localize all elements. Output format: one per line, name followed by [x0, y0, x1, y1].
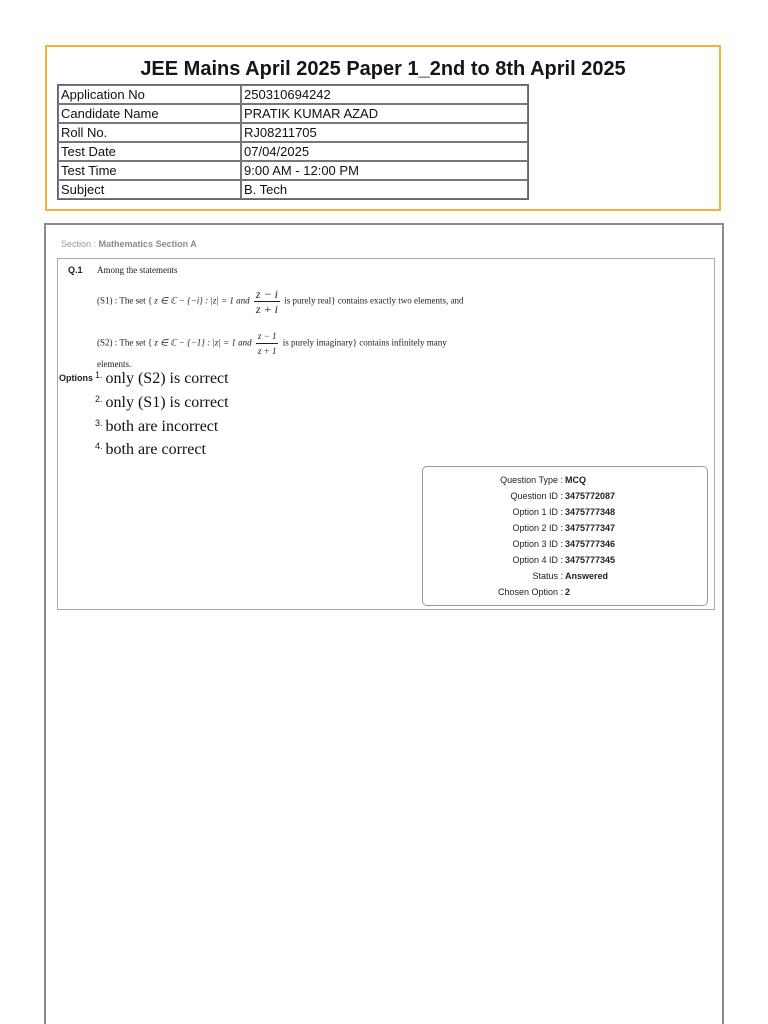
section-heading: [61, 239, 197, 249]
table-row: [58, 161, 528, 180]
option-2: [95, 394, 229, 412]
option-4: [95, 441, 206, 459]
meta-value: Answered: [565, 571, 609, 581]
meta-label: Status :: [532, 571, 563, 581]
s1-lead: (S1) : The set {: [97, 295, 153, 306]
info-label: Test Date: [58, 142, 241, 161]
meta-label: Option 3 ID :: [512, 539, 563, 549]
s2-lead: (S2) : The set {: [97, 337, 153, 348]
meta-label: Question Type :: [500, 475, 563, 485]
meta-label: Option 1 ID :: [512, 507, 563, 517]
statement-s1: [97, 287, 464, 316]
response-sheet-header: [45, 45, 721, 211]
meta-value: 3475777348: [565, 507, 616, 517]
meta-label: Option 4 ID :: [512, 555, 563, 565]
question-number: Q.1: [68, 265, 83, 275]
question-intro: Among the statements: [97, 265, 178, 275]
s2-fraction: [256, 329, 279, 358]
option-number: 4.: [95, 441, 103, 451]
meta-value: MCQ: [565, 475, 586, 485]
s2-continuation: elements.: [97, 359, 132, 369]
info-value: 07/04/2025: [241, 142, 528, 161]
meta-label: Option 2 ID :: [512, 523, 563, 533]
candidate-info-table: [57, 84, 529, 200]
s1-fraction-numerator: z − i: [255, 287, 279, 301]
table-row: [58, 180, 528, 199]
question-panel: [44, 223, 724, 1024]
table-row: [58, 85, 528, 104]
option-number: 1.: [95, 370, 103, 380]
s2-set: z ∈ ℂ − {−1} : |z| = 1 and: [154, 337, 252, 348]
meta-value: 3475777347: [565, 523, 616, 533]
info-value: 250310694242: [241, 85, 528, 104]
option-1: [95, 370, 229, 388]
option-3: [95, 418, 218, 436]
info-value: PRATIK KUMAR AZAD: [241, 104, 528, 123]
s2-fraction-denominator: z + 1: [257, 346, 277, 356]
question-box: [57, 258, 715, 610]
info-label: Candidate Name: [58, 104, 241, 123]
section-prefix: Section :: [61, 239, 97, 249]
info-label: Application No: [58, 85, 241, 104]
meta-value: 3475772087: [565, 491, 616, 501]
s1-set: z ∈ ℂ − {−i} : |z| = 1 and: [154, 295, 250, 306]
table-row: [58, 123, 528, 142]
info-value: RJ08211705: [241, 123, 528, 142]
statement-s2: [97, 329, 447, 358]
info-label: Roll No.: [58, 123, 241, 142]
info-value: 9:00 AM - 12:00 PM: [241, 161, 528, 180]
s2-fraction-numerator: z − 1: [256, 329, 279, 344]
option-text: only (S2) is correct: [105, 370, 229, 387]
info-value: B. Tech: [241, 180, 528, 199]
options-label: Options: [59, 373, 93, 383]
option-number: 2.: [95, 394, 103, 404]
meta-value: 3475777345: [565, 555, 616, 565]
table-row: [58, 104, 528, 123]
s1-fraction-denominator: z + i: [255, 302, 279, 316]
question-meta-box: [422, 466, 708, 606]
s1-tail: is purely real} contains exactly two elements, and: [284, 295, 464, 306]
meta-label: Question ID :: [510, 491, 563, 501]
option-number: 3.: [95, 418, 103, 428]
table-row: [58, 142, 528, 161]
section-name: Mathematics Section A: [98, 239, 197, 249]
option-text: both are correct: [105, 441, 206, 458]
info-label: Test Time: [58, 161, 241, 180]
s2-tail: is purely imaginary} contains infinitely many: [282, 337, 447, 348]
meta-label: Chosen Option :: [497, 587, 563, 597]
option-text: both are incorrect: [105, 418, 219, 435]
exam-title: JEE Mains April 2025 Paper 1_2nd to 8th April 2025: [140, 58, 626, 80]
option-text: only (S1) is correct: [105, 394, 229, 411]
meta-value: 3475777346: [565, 539, 616, 549]
s1-fraction: [254, 287, 280, 316]
info-label: Subject: [58, 180, 241, 199]
meta-value: 2: [565, 587, 571, 597]
